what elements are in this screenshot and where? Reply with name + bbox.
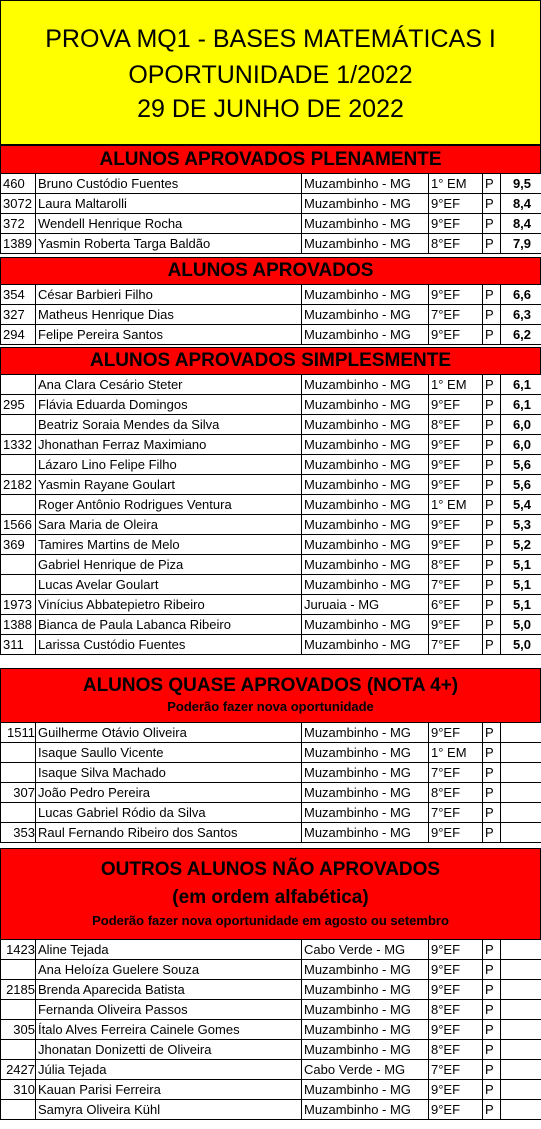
section-header-almost-approved: [0, 668, 541, 723]
student-city: Muzambinho - MG: [302, 214, 429, 234]
participation-mark: P: [483, 635, 501, 655]
student-grade: 1° EM: [429, 495, 483, 515]
student-name: João Pedro Pereira: [36, 783, 302, 803]
student-grade: 9°EF: [429, 723, 483, 743]
participation-mark: P: [483, 174, 501, 194]
student-id: [1, 743, 36, 763]
student-id: [1, 1100, 36, 1120]
student-name: Jhonatan Donizetti de Oliveira: [36, 1040, 302, 1060]
student-id: [1, 375, 36, 395]
student-city: Muzambinho - MG: [302, 803, 429, 823]
student-name: Larissa Custódio Fuentes: [36, 635, 302, 655]
student-city: Muzambinho - MG: [302, 555, 429, 575]
results-table: [0, 374, 541, 655]
student-grade: 9°EF: [429, 1100, 483, 1120]
student-score: 9,5: [501, 174, 541, 194]
student-id: 354: [1, 285, 36, 305]
section-header-approved-fully: [0, 145, 541, 174]
student-id: [1, 960, 36, 980]
student-grade: 9°EF: [429, 435, 483, 455]
student-city: Muzambinho - MG: [302, 1040, 429, 1060]
student-score: 5,0: [501, 635, 541, 655]
participation-mark: P: [483, 575, 501, 595]
student-id: 460: [1, 174, 36, 194]
student-score: [501, 980, 541, 1000]
student-score: [501, 1040, 541, 1060]
table-row: [1, 1000, 541, 1020]
table-row: [1, 1040, 541, 1060]
student-name: Brenda Aparecida Batista: [36, 980, 302, 1000]
student-id: 372: [1, 214, 36, 234]
student-name: Lucas Gabriel Ródio da Silva: [36, 803, 302, 823]
student-id: [1, 455, 36, 475]
student-city: Muzambinho - MG: [302, 234, 429, 254]
participation-mark: P: [483, 1000, 501, 1020]
student-score: 6,0: [501, 435, 541, 455]
student-score: [501, 940, 541, 960]
student-grade: 9°EF: [429, 325, 483, 345]
student-city: Muzambinho - MG: [302, 723, 429, 743]
student-grade: 9°EF: [429, 823, 483, 843]
student-name: César Barbieri Filho: [36, 285, 302, 305]
table-row: [1, 174, 541, 194]
participation-mark: P: [483, 325, 501, 345]
student-city: Muzambinho - MG: [302, 763, 429, 783]
student-city: Cabo Verde - MG: [302, 940, 429, 960]
student-name: Roger Antônio Rodrigues Ventura: [36, 495, 302, 515]
participation-mark: P: [483, 1080, 501, 1100]
table-row: [1, 1100, 541, 1120]
student-grade: 9°EF: [429, 455, 483, 475]
student-name: Felipe Pereira Santos: [36, 325, 302, 345]
student-id: 295: [1, 395, 36, 415]
table-row: [1, 575, 541, 595]
student-name: Kauan Parisi Ferreira: [36, 1080, 302, 1100]
student-city: Muzambinho - MG: [302, 174, 429, 194]
student-score: [501, 823, 541, 843]
student-grade: 7°EF: [429, 763, 483, 783]
student-city: Juruaia - MG: [302, 595, 429, 615]
student-name: Jhonathan Ferraz Maximiano: [36, 435, 302, 455]
section-title: ALUNOS QUASE APROVADOS (NOTA 4+): [82, 675, 459, 696]
student-name: Ana Heloíza Guelere Souza: [36, 960, 302, 980]
section-header-approved-simply: [0, 347, 541, 375]
student-grade: 8°EF: [429, 415, 483, 435]
table-row: [1, 475, 541, 495]
student-score: 5,0: [501, 615, 541, 635]
student-name: Beatriz Soraia Mendes da Silva: [36, 415, 302, 435]
student-id: 310: [1, 1080, 36, 1100]
student-name: Isaque Saullo Vicente: [36, 743, 302, 763]
participation-mark: P: [483, 940, 501, 960]
participation-mark: P: [483, 435, 501, 455]
section-header-not-approved: [0, 848, 541, 940]
student-score: [501, 803, 541, 823]
participation-mark: P: [483, 823, 501, 843]
student-grade: 7°EF: [429, 575, 483, 595]
table-row: [1, 743, 541, 763]
student-grade: 9°EF: [429, 980, 483, 1000]
table-row: [1, 763, 541, 783]
participation-mark: P: [483, 515, 501, 535]
student-score: 5,4: [501, 495, 541, 515]
table-row: [1, 194, 541, 214]
student-score: 5,1: [501, 555, 541, 575]
student-score: [501, 1020, 541, 1040]
student-grade: 9°EF: [429, 535, 483, 555]
student-score: [501, 1060, 541, 1080]
student-name: Aline Tejada: [36, 940, 302, 960]
student-score: 6,0: [501, 415, 541, 435]
participation-mark: P: [483, 803, 501, 823]
participation-mark: P: [483, 305, 501, 325]
student-score: 5,3: [501, 515, 541, 535]
participation-mark: P: [483, 1060, 501, 1080]
table-row: [1, 555, 541, 575]
participation-mark: P: [483, 1020, 501, 1040]
header-date: 29 DE JUNHO DE 2022: [137, 95, 404, 123]
student-name: Gabriel Henrique de Piza: [36, 555, 302, 575]
student-name: Lázaro Lino Felipe Filho: [36, 455, 302, 475]
student-city: Muzambinho - MG: [302, 535, 429, 555]
section-title: ALUNOS APROVADOS PLENAMENTE: [99, 149, 442, 170]
student-grade: 1° EM: [429, 375, 483, 395]
student-score: 6,6: [501, 285, 541, 305]
student-grade: 6°EF: [429, 595, 483, 615]
student-grade: 9°EF: [429, 615, 483, 635]
student-grade: 8°EF: [429, 234, 483, 254]
student-score: [501, 1000, 541, 1020]
student-id: 307: [1, 783, 36, 803]
table-row: [1, 455, 541, 475]
header-title: PROVA MQ1 - BASES MATEMÁTICAS I: [45, 25, 496, 53]
student-id: [1, 415, 36, 435]
student-id: 1566: [1, 515, 36, 535]
student-id: 294: [1, 325, 36, 345]
student-name: Fernanda Oliveira Passos: [36, 1000, 302, 1020]
table-row: [1, 285, 541, 305]
student-grade: 7°EF: [429, 803, 483, 823]
participation-mark: P: [483, 415, 501, 435]
student-grade: 7°EF: [429, 1060, 483, 1080]
student-score: [501, 1080, 541, 1100]
results-table: [0, 284, 541, 345]
student-score: [501, 783, 541, 803]
student-id: 1423: [1, 940, 36, 960]
participation-mark: P: [483, 234, 501, 254]
student-grade: 8°EF: [429, 1040, 483, 1060]
student-score: [501, 743, 541, 763]
table-row: [1, 214, 541, 234]
student-city: Muzambinho - MG: [302, 395, 429, 415]
student-city: Muzambinho - MG: [302, 1100, 429, 1120]
student-name: Raul Fernando Ribeiro dos Santos: [36, 823, 302, 843]
student-city: Muzambinho - MG: [302, 960, 429, 980]
student-city: Muzambinho - MG: [302, 415, 429, 435]
student-id: [1, 1000, 36, 1020]
student-id: 305: [1, 1020, 36, 1040]
sheet-header: [0, 0, 541, 145]
student-id: [1, 575, 36, 595]
student-score: 5,1: [501, 575, 541, 595]
results-table: [0, 939, 541, 1120]
student-grade: 9°EF: [429, 214, 483, 234]
results-table: [0, 722, 541, 843]
student-grade: 7°EF: [429, 635, 483, 655]
student-grade: 9°EF: [429, 285, 483, 305]
participation-mark: P: [483, 615, 501, 635]
student-name: Guilherme Otávio Oliveira: [36, 723, 302, 743]
student-city: Muzambinho - MG: [302, 615, 429, 635]
student-score: 6,3: [501, 305, 541, 325]
student-city: Muzambinho - MG: [302, 194, 429, 214]
table-row: [1, 940, 541, 960]
student-city: Muzambinho - MG: [302, 435, 429, 455]
student-name: Isaque Silva Machado: [36, 763, 302, 783]
student-score: [501, 723, 541, 743]
student-city: Muzambinho - MG: [302, 743, 429, 763]
student-city: Muzambinho - MG: [302, 1020, 429, 1040]
participation-mark: P: [483, 763, 501, 783]
participation-mark: P: [483, 1040, 501, 1060]
student-name: Lucas Avelar Goulart: [36, 575, 302, 595]
student-id: [1, 803, 36, 823]
student-id: [1, 495, 36, 515]
student-id: 353: [1, 823, 36, 843]
student-id: 311: [1, 635, 36, 655]
student-id: 1388: [1, 615, 36, 635]
student-score: [501, 1100, 541, 1120]
table-row: [1, 960, 541, 980]
student-grade: 9°EF: [429, 1020, 483, 1040]
participation-mark: P: [483, 960, 501, 980]
student-grade: 8°EF: [429, 555, 483, 575]
student-city: Muzambinho - MG: [302, 1000, 429, 1020]
section-title: ALUNOS APROVADOS SIMPLESMENTE: [89, 350, 452, 371]
student-score: [501, 763, 541, 783]
student-id: 2427: [1, 1060, 36, 1080]
student-name: Ítalo Alves Ferreira Cainele Gomes: [36, 1020, 302, 1040]
table-row: [1, 435, 541, 455]
participation-mark: P: [483, 555, 501, 575]
student-name: Flávia Eduarda Domingos: [36, 395, 302, 415]
student-id: 369: [1, 535, 36, 555]
table-row: [1, 375, 541, 395]
student-name: Ana Clara Cesário Steter: [36, 375, 302, 395]
student-grade: 9°EF: [429, 395, 483, 415]
student-score: 8,4: [501, 194, 541, 214]
student-name: Matheus Henrique Dias: [36, 305, 302, 325]
student-grade: 9°EF: [429, 960, 483, 980]
section-header-approved: [0, 257, 541, 285]
student-grade: 9°EF: [429, 194, 483, 214]
table-row: [1, 1020, 541, 1040]
student-grade: 9°EF: [429, 1080, 483, 1100]
table-row: [1, 980, 541, 1000]
table-row: [1, 823, 541, 843]
participation-mark: P: [483, 455, 501, 475]
participation-mark: P: [483, 475, 501, 495]
student-name: Júlia Tejada: [36, 1060, 302, 1080]
section-subtitle: Poderão fazer nova oportunidade em agosto ou setembro: [92, 913, 449, 928]
student-name: Laura Maltarolli: [36, 194, 302, 214]
student-id: [1, 555, 36, 575]
table-row: [1, 803, 541, 823]
student-name: Samyra Oliveira Kühl: [36, 1100, 302, 1120]
student-score: 6,2: [501, 325, 541, 345]
table-row: [1, 305, 541, 325]
student-city: Muzambinho - MG: [302, 455, 429, 475]
table-row: [1, 415, 541, 435]
student-grade: 8°EF: [429, 1000, 483, 1020]
student-name: Bianca de Paula Labanca Ribeiro: [36, 615, 302, 635]
student-id: 1973: [1, 595, 36, 615]
participation-mark: P: [483, 595, 501, 615]
participation-mark: P: [483, 783, 501, 803]
participation-mark: P: [483, 1100, 501, 1120]
student-grade: 9°EF: [429, 515, 483, 535]
student-city: Muzambinho - MG: [302, 980, 429, 1000]
table-row: [1, 1080, 541, 1100]
student-id: 1511: [1, 723, 36, 743]
table-row: [1, 535, 541, 555]
section-title: OUTROS ALUNOS NÃO APROVADOS: [100, 859, 441, 880]
student-grade: 9°EF: [429, 940, 483, 960]
student-city: Muzambinho - MG: [302, 515, 429, 535]
student-id: [1, 763, 36, 783]
student-score: 5,6: [501, 475, 541, 495]
student-city: Muzambinho - MG: [302, 305, 429, 325]
table-row: [1, 615, 541, 635]
student-name: Vinícius Abbatepietro Ribeiro: [36, 595, 302, 615]
table-row: [1, 395, 541, 415]
student-grade: 1° EM: [429, 743, 483, 763]
student-name: Wendell Henrique Rocha: [36, 214, 302, 234]
student-name: Sara Maria de Oleira: [36, 515, 302, 535]
student-city: Muzambinho - MG: [302, 783, 429, 803]
table-row: [1, 783, 541, 803]
participation-mark: P: [483, 375, 501, 395]
student-city: Muzambinho - MG: [302, 575, 429, 595]
section-title-secondary: (em ordem alfabética): [172, 887, 369, 908]
section-subtitle: Poderão fazer nova oportunidade: [167, 699, 374, 714]
student-id: 2182: [1, 475, 36, 495]
student-id: 1332: [1, 435, 36, 455]
table-row: [1, 635, 541, 655]
participation-mark: P: [483, 395, 501, 415]
participation-mark: P: [483, 214, 501, 234]
section-title: ALUNOS APROVADOS: [167, 260, 374, 281]
table-row: [1, 234, 541, 254]
table-row: [1, 515, 541, 535]
student-score: 5,2: [501, 535, 541, 555]
participation-mark: P: [483, 723, 501, 743]
participation-mark: P: [483, 980, 501, 1000]
student-id: 2185: [1, 980, 36, 1000]
student-name: Bruno Custódio Fuentes: [36, 174, 302, 194]
participation-mark: P: [483, 743, 501, 763]
student-id: 1389: [1, 234, 36, 254]
student-name: Yasmin Rayane Goulart: [36, 475, 302, 495]
student-city: Muzambinho - MG: [302, 285, 429, 305]
participation-mark: P: [483, 495, 501, 515]
table-row: [1, 325, 541, 345]
student-name: Tamires Martins de Melo: [36, 535, 302, 555]
student-grade: 9°EF: [429, 475, 483, 495]
student-city: Cabo Verde - MG: [302, 1060, 429, 1080]
table-row: [1, 495, 541, 515]
student-name: Yasmin Roberta Targa Baldão: [36, 234, 302, 254]
student-grade: 7°EF: [429, 305, 483, 325]
student-city: Muzambinho - MG: [302, 635, 429, 655]
results-table: [0, 173, 541, 254]
student-city: Muzambinho - MG: [302, 1080, 429, 1100]
participation-mark: P: [483, 285, 501, 305]
student-id: 3072: [1, 194, 36, 214]
student-score: 5,1: [501, 595, 541, 615]
student-city: Muzambinho - MG: [302, 375, 429, 395]
table-row: [1, 723, 541, 743]
student-city: Muzambinho - MG: [302, 475, 429, 495]
student-score: 5,6: [501, 455, 541, 475]
student-city: Muzambinho - MG: [302, 495, 429, 515]
student-city: Muzambinho - MG: [302, 823, 429, 843]
student-score: [501, 960, 541, 980]
student-id: 327: [1, 305, 36, 325]
student-score: 8,4: [501, 214, 541, 234]
student-id: [1, 1040, 36, 1060]
student-score: 6,1: [501, 375, 541, 395]
student-score: 6,1: [501, 395, 541, 415]
table-row: [1, 1060, 541, 1080]
student-grade: 8°EF: [429, 783, 483, 803]
participation-mark: P: [483, 535, 501, 555]
student-score: 7,9: [501, 234, 541, 254]
student-city: Muzambinho - MG: [302, 325, 429, 345]
table-row: [1, 595, 541, 615]
student-grade: 1° EM: [429, 174, 483, 194]
participation-mark: P: [483, 194, 501, 214]
header-subtitle: OPORTUNIDADE 1/2022: [128, 61, 413, 89]
